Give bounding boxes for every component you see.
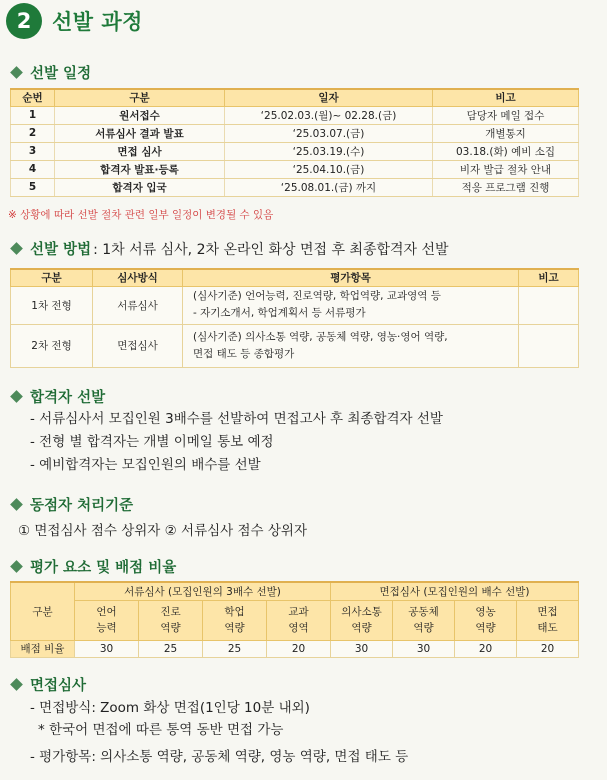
column-header: 일자 (225, 89, 433, 106)
tie-heading: 동점자 처리기준 (9, 494, 133, 515)
column-header: 의사소통 역량 (331, 600, 393, 640)
column-header: 구분 (55, 89, 225, 106)
list-item: - 평가항목: 의사소통 역량, 공동체 역량, 영농 역량, 면접 태도 등 (30, 749, 409, 765)
column-header: 교과 영역 (267, 600, 331, 640)
list-item: * 한국어 면접에 따른 통역 동반 면접 가능 (38, 722, 284, 738)
column-header: 진로 역량 (139, 600, 203, 640)
table-row: 2 서류심사 결과 발표 ‘25.03.07.(금) 개별통지 (11, 124, 579, 142)
column-header: 비고 (433, 89, 579, 106)
table-header-row (11, 269, 579, 286)
list-item: - 면접방식: Zoom 화상 면접(1인당 10분 내외) (30, 700, 310, 716)
table-row: 2차 전형 면접심사 (심사기준) 의사소통 역량, 공동체 역량, 영농·영어 역량, 면접 태도 등 종합평가 (11, 324, 579, 367)
section-title-text: 선발 과정 (52, 10, 143, 34)
diamond-bullet-icon (10, 678, 23, 691)
schedule-note: ※ 상황에 따라 선발 절차 관련 일부 일정이 변경될 수 있음 (8, 209, 274, 221)
diamond-bullet-icon (10, 560, 23, 573)
column-header: 심사방식 (93, 269, 183, 286)
column-header: 구분 (11, 269, 93, 286)
diamond-bullet-icon (10, 390, 23, 403)
weights-table (10, 581, 579, 658)
table-subheader-row (11, 600, 579, 640)
tie-criteria: ① 면접심사 점수 상위자 ② 서류심사 점수 상위자 (18, 523, 307, 539)
list-item: - 서류심사서 모집인원 3배수를 선발하여 면접고사 후 최종합격자 선발 (30, 411, 443, 427)
table-row: 1 원서접수 ‘25.02.03.(월)~ 02.28.(금) 담당자 메일 접수 (11, 106, 579, 124)
column-header: 순번 (11, 89, 55, 106)
column-header: 언어 능력 (75, 600, 139, 640)
table-row: 3 면접 심사 ‘25.03.19.(수) 03.18.(화) 예비 소집 (11, 142, 579, 160)
table-row: 1차 전형 서류심사 (심사기준) 언어능력, 진로역량, 학업역량, 교과영역 등 - 자기소개서, 학업계획서 등 서류평가 (11, 286, 579, 324)
interview-details (30, 697, 408, 768)
table-row: 4 합격자 발표·등록 ‘25.04.10.(금) 비자 발급 절차 안내 (11, 160, 579, 178)
table-row: 5 합격자 입국 ‘25.08.01.(금) 까지 적응 프로그램 진행 (11, 178, 579, 196)
diamond-bullet-icon (10, 242, 23, 255)
schedule-table (10, 88, 579, 197)
pass-heading: 합격자 선발 (9, 386, 105, 407)
method-table (10, 268, 579, 368)
pass-list (30, 408, 443, 477)
table-header-row (11, 582, 579, 600)
column-header: 학업 역량 (203, 600, 267, 640)
column-header: 영농 역량 (455, 600, 517, 640)
weights-heading: 평가 요소 및 배점 비율 (9, 556, 176, 577)
table-row: 배점 비율 30 25 25 20 30 30 20 20 (11, 640, 579, 657)
list-item: - 예비합격자는 모집인원의 배수를 선발 (30, 457, 261, 473)
column-header: 공동체 역량 (393, 600, 455, 640)
column-header: 구분 (11, 582, 75, 640)
schedule-heading: 선발 일정 (9, 62, 91, 83)
section-title (6, 3, 143, 39)
diamond-bullet-icon (10, 498, 23, 511)
column-header: 면접 태도 (517, 600, 579, 640)
column-header: 평가항목 (183, 269, 519, 286)
interview-heading: 면접심사 (9, 674, 86, 695)
method-heading: 선발 방법 : 1차 서류 심사, 2차 온라인 화상 면접 후 최종합격자 선발 (9, 238, 449, 259)
diamond-bullet-icon (10, 66, 23, 79)
list-item: - 전형 별 합격자는 개별 이메일 통보 예정 (30, 434, 274, 450)
table-header-row (11, 89, 579, 106)
section-number-badge: 2 (6, 3, 42, 39)
column-header: 비고 (519, 269, 579, 286)
group-header-document: 서류심사 (모집인원의 3배수 선발) (75, 582, 331, 600)
group-header-interview: 면접심사 (모집인원의 배수 선발) (331, 582, 579, 600)
